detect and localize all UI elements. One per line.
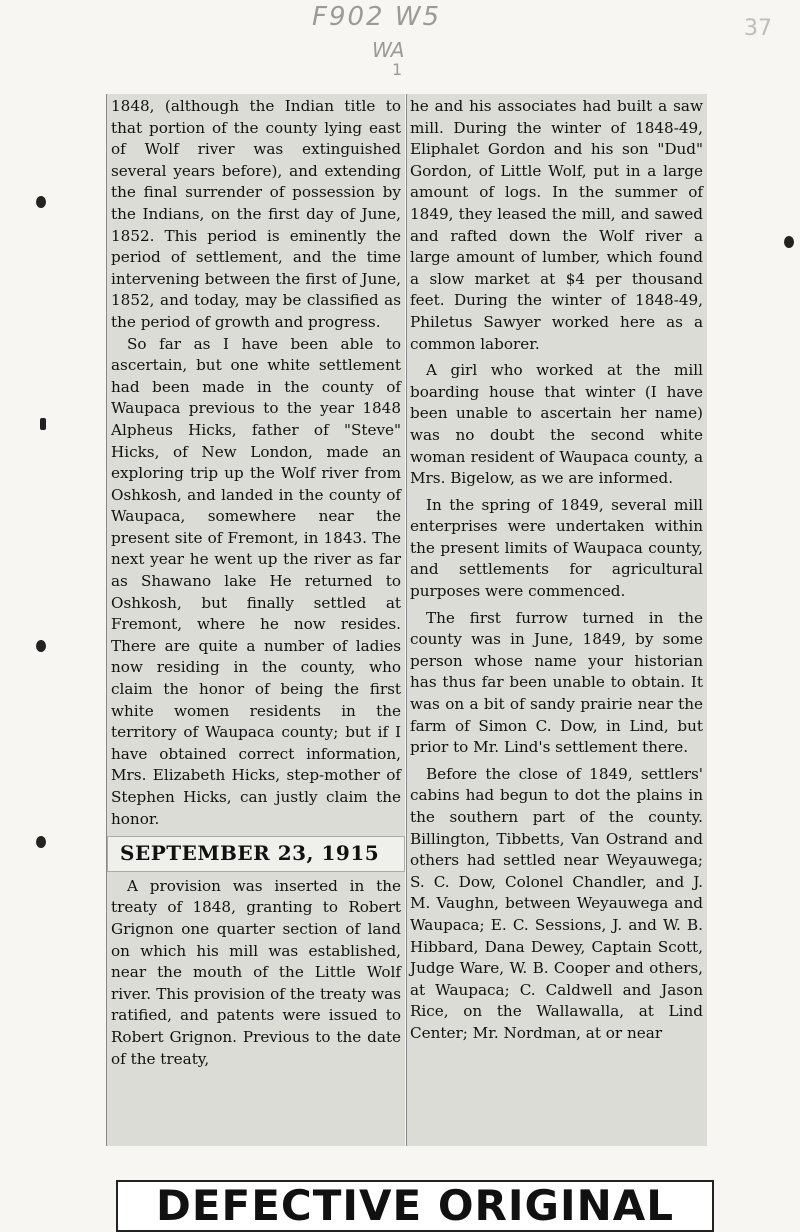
- catalog-code-handwritten: F902 W5: [312, 2, 442, 32]
- punch-hole-bottom: [36, 836, 46, 848]
- left-paragraph-3: A provision was inserted in the treaty of 1848, granting to Robert Grignon one quarter section of land on which his mill was established, near the mouth of the Little Wolf river. This provision of the treaty was ratified, and patents were issued to Robert Grignon. Previous to the date of the treaty,: [111, 876, 401, 1068]
- page-number: 37: [744, 16, 772, 41]
- left-paragraph-1: 1848, (although the Indian title to that portion of the county lying east of Wolf river was extinguished several years before), and extending the final surrender of possession by the Indians, on the first day of June, 1852. This period is eminently the period of settlement, and the time intervening between the first of June, 1852, and today, may be classified as the period of growth and progress.: [111, 97, 401, 331]
- right-column: [410, 96, 703, 1045]
- right-paragraph-4: The first furrow turned in the county was in June, 1849, by some person whose name your historian has thus far been unable to obtain. It was on a bit of sandy prairie near the farm of Simon C. Dow, in Lind, but prior to Mr. Lind's settlement there.: [410, 608, 703, 757]
- right-paragraph-5: Before the close of 1849, settlers' cabins had begun to dot the plains in the southern part of the county. Billington, Tibbetts, Van Ostrand and others had settled near Weyauwega; S. C. Dow, Colonel Chandler, and J. M. Vaughn, between Weyauwega and Waupaca; E. C. Sessions, J. and W. B. Hibbard, Dana Dewey, Captain Scott, Judge Ware, W. B. Cooper and others, at Waupaca; C. Caldwell and Jason Rice, on the Wallawalla, at Lind Center; Mr. Nordman, at or near: [410, 764, 703, 1042]
- left-column: [111, 96, 401, 1070]
- subcode-number-handwritten: 1: [392, 60, 403, 79]
- defective-original-stamp: DEFECTIVE ORIGINAL: [116, 1180, 714, 1232]
- punch-hole-top: [36, 196, 46, 208]
- right-paragraph-3: In the spring of 1849, several mill enterprises were undertaken within the present limits of Waupaca county, and settlements for agricultural purposes were commenced.: [410, 495, 703, 601]
- right-paragraph-2: A girl who worked at the mill boarding house that winter (I have been unable to ascertain her name) was no doubt the second white woman resident of Waupaca county, a Mrs. Bigelow, as we are informed.: [410, 361, 703, 488]
- date-heading: SEPTEMBER 23, 1915: [107, 836, 405, 872]
- right-paragraph-1: he and his associates had built a saw mill. During the winter of 1848-49, Eliphalet Gordon and his son "Dud" Gordon, of Little Wolf, put in a large amount of logs. In the summer of 1849, they leased the mill, and sawed and rafted down the Wolf river a large amount of lumber, which found a slow market at $4 per thousand feet. During the winter of 1848-49, Philetus Sawyer worked here as a common laborer.: [410, 97, 703, 353]
- left-paragraph-2: So far as I have been able to ascertain, but one white settlement had been made in the county of Waupaca previous to the year 1848 Alpheus Hicks, father of "Steve" Hicks, of New London, made an exploring trip up the Wolf river from Oshkosh, and landed in the county of Waupaca, somewhere near the present site of Fremont, in 1843. The next year he went up the river as far as Shawano lake He returned to Oshkosh, but finally settled at Fremont, where he now resides. There are quite a number of ladies now residing in the county, who claim the honor of being the first white women residents in the territory of Waupaca county; but if I have obtained correct information, Mrs. Elizabeth Hicks, step-mother of Stephen Hicks, can justly claim the honor.: [111, 334, 401, 828]
- punch-hole-right: [784, 236, 794, 248]
- punch-hole-lower: [36, 640, 46, 652]
- punch-hole-mid: [40, 418, 46, 430]
- subcode-handwritten: WA: [372, 38, 405, 62]
